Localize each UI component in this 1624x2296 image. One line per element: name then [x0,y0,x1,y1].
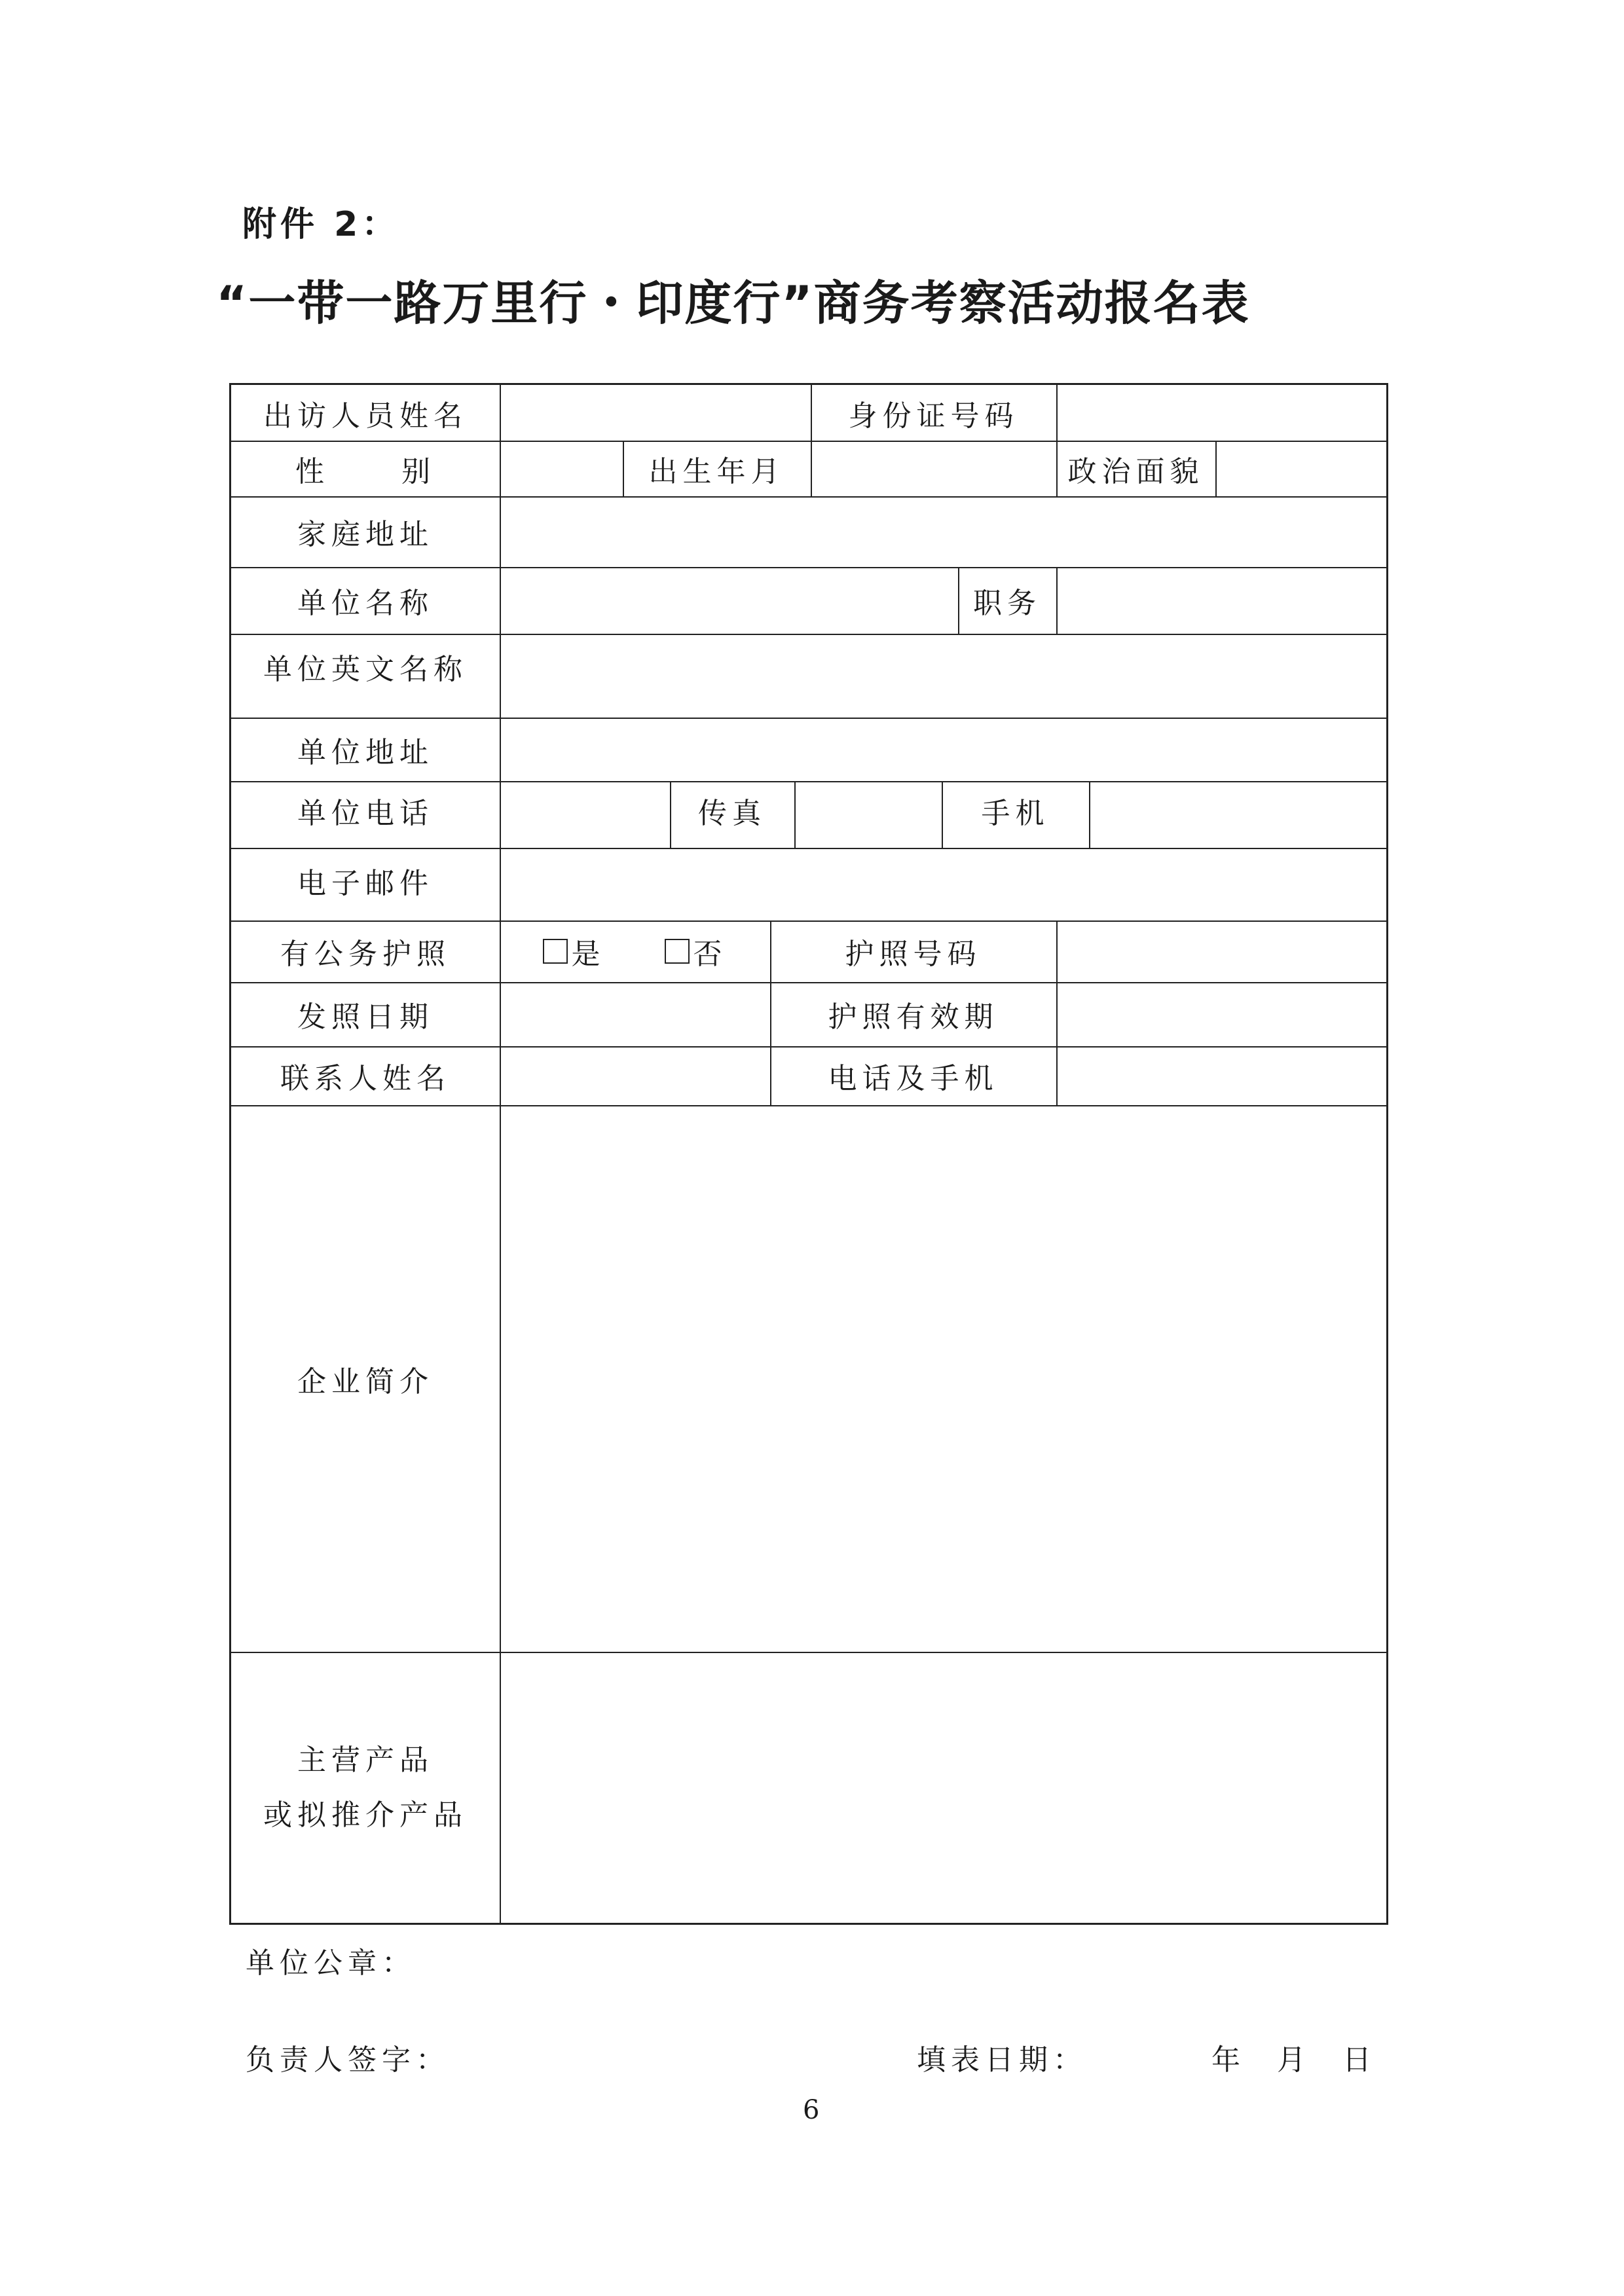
company-phone-field[interactable] [500,781,670,848]
no-checkbox[interactable] [665,939,690,964]
official-passport-label: 有公务护照 [280,938,451,971]
attachment-label: 附件 2： [242,205,400,244]
main-products-label-line-2: 或拟推介产品 [263,1798,468,1832]
issue-date-field[interactable] [500,982,770,1046]
issue-date-label: 发照日期 [297,1000,434,1034]
home-address-label: 家庭地址 [297,518,434,551]
position-label: 职务 [973,587,1041,620]
company-profile-field[interactable] [500,1105,1386,1652]
year-label: 年 [1211,2043,1246,2077]
passport-no-option[interactable] [665,930,728,972]
passport-number-field[interactable] [1056,920,1386,982]
passport-yes-option[interactable] [543,930,606,972]
fax-label: 传真 [698,797,766,830]
company-phone-label: 单位电话 [297,797,434,830]
company-english-name-field[interactable] [500,634,1386,718]
id-number-label: 身份证号码 [848,399,1019,433]
gender-label-char-2: 别 [401,454,435,488]
email-field[interactable] [500,848,1386,920]
mobile-label: 手机 [981,797,1050,830]
gender-label-char-1: 性 [295,454,329,488]
contact-name-label: 联系人姓名 [280,1062,451,1095]
id-number-field[interactable] [1056,385,1386,441]
passport-validity-field[interactable] [1056,982,1386,1046]
visitor-name-field[interactable] [500,385,811,441]
page-number: 6 [803,2095,820,2125]
gender-label [231,441,500,496]
company-name-field[interactable] [500,567,958,634]
day-label: 日 [1342,2043,1376,2077]
company-address-field[interactable] [500,718,1386,781]
political-status-field[interactable] [1215,441,1386,496]
position-field[interactable] [1056,567,1386,634]
company-seal-label: 单位公章： [246,1946,416,1980]
main-products-field[interactable] [500,1652,1386,1923]
company-name-label: 单位名称 [297,587,434,620]
home-address-field[interactable] [500,496,1386,567]
signature-label: 负责人签字： [246,2043,450,2077]
passport-validity-label: 护照有效期 [828,1000,999,1034]
registration-form [229,383,1388,1925]
contact-phone-label: 电话及手机 [828,1062,999,1095]
main-products-label-line-1: 主营产品 [297,1743,434,1777]
political-status-label: 政治面貌 [1067,454,1204,488]
month-label: 月 [1277,2043,1311,2077]
main-products-label [231,1652,500,1923]
fill-date-label: 填表日期： [917,2043,1087,2077]
yes-checkbox[interactable] [543,939,568,964]
visitor-name-label: 出访人员姓名 [263,399,468,433]
form-title: “一带一路万里行・印度行”商务考察活动报名表 [216,276,1250,331]
company-profile-label: 企业简介 [297,1364,434,1398]
fax-field[interactable] [794,781,942,848]
company-address-label: 单位地址 [297,735,434,769]
yes-label: 是 [571,938,606,971]
passport-checkbox-group [500,920,770,982]
email-label: 电子邮件 [297,867,434,900]
mobile-field[interactable] [1089,781,1386,848]
no-label: 否 [693,938,728,971]
contact-name-field[interactable] [500,1046,770,1105]
company-english-name-label: 单位英文名称 [263,653,468,686]
gender-field[interactable] [500,441,623,496]
contact-phone-field[interactable] [1056,1046,1386,1105]
birth-date-label: 出生年月 [648,454,785,488]
passport-number-label: 护照号码 [845,938,982,971]
birth-date-field[interactable] [811,441,1056,496]
